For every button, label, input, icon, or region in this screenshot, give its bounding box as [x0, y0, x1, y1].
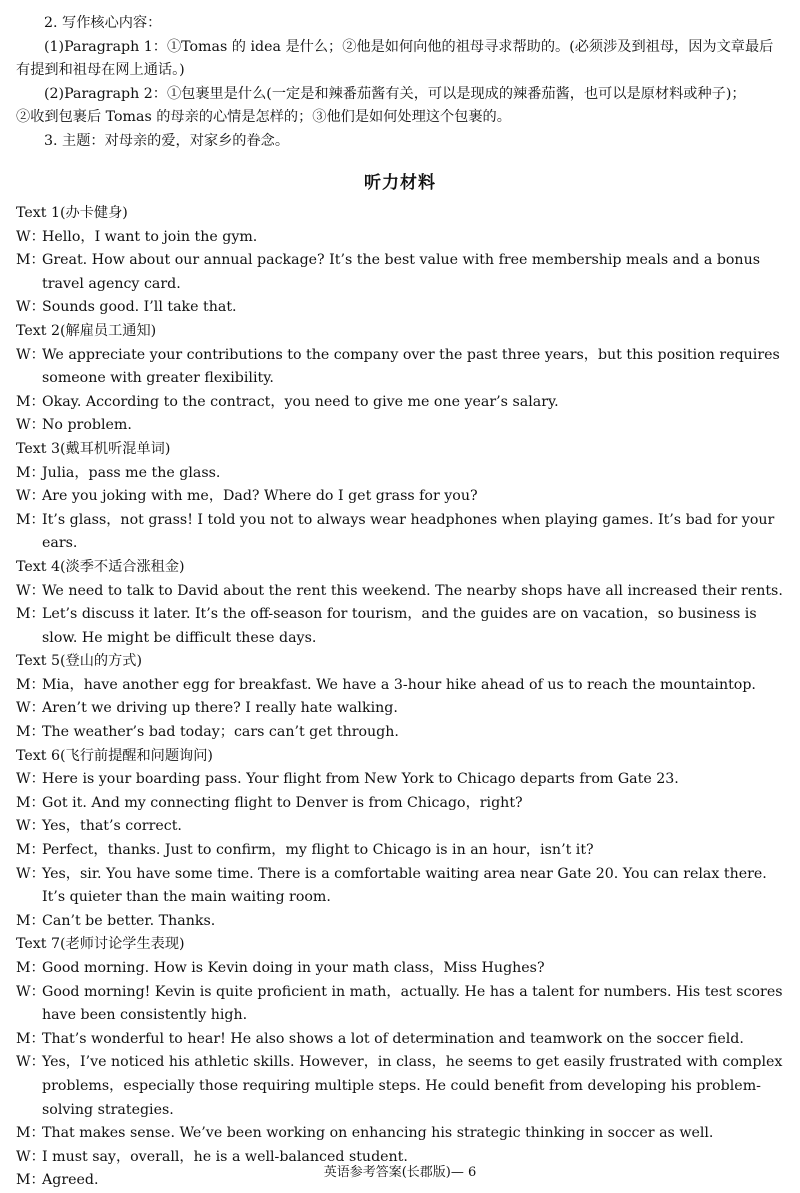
speaker-label: M： — [16, 1125, 45, 1142]
dialogue-line — [16, 509, 788, 556]
speaker-label: W： — [16, 983, 45, 1000]
utterance-text: I must say，overall，he is a well-balanced student. — [42, 1148, 408, 1165]
speaker-label: M： — [16, 464, 45, 481]
speaker-label: M： — [16, 1030, 45, 1047]
utterance-text: Perfect，thanks. Just to confirm，my flight to Chicago is in an hour，isn’t it? — [42, 842, 594, 859]
speaker-label: W： — [16, 1148, 45, 1165]
dialogue-line — [16, 721, 788, 745]
speaker-label: M： — [16, 511, 45, 528]
dialogue-line — [16, 674, 788, 698]
guidance-line: 2. 写作核心内容： — [44, 15, 162, 31]
listening-transcripts — [16, 202, 788, 1193]
speaker-label: W： — [16, 1054, 45, 1071]
utterance-text: Hello，I want to join the gym. — [42, 228, 258, 245]
speaker-label: M： — [16, 842, 45, 859]
speaker-label: W： — [16, 700, 45, 717]
guidance-line: 有提到和祖母在网上通话。) — [16, 62, 185, 79]
dialogue-line — [16, 226, 788, 250]
speaker-label: W： — [16, 417, 45, 434]
text-heading: Text 2(解雇员工通知) — [16, 322, 157, 339]
dialogue-line — [16, 815, 788, 839]
utterance-text: Here is your boarding pass. Your flight from New York to Chicago departs from Gate 23. — [42, 771, 679, 788]
dialogue-line — [16, 981, 788, 1028]
dialogue-line — [16, 485, 788, 509]
utterance-text: Sounds good. I’ll take that. — [42, 299, 237, 316]
utterance-text: Good morning! Kevin is quite proficient in math，actually. He has a talent for numbers. His test scores have been consistently high. — [42, 983, 783, 1024]
dialogue-line — [16, 768, 788, 792]
text-heading: Text 7(老师讨论学生表现) — [16, 936, 185, 953]
speaker-label: M： — [16, 724, 45, 741]
utterance-text: Can’t be better. Thanks. — [42, 912, 216, 929]
speaker-label: M： — [16, 794, 45, 811]
utterance-text: Got it. And my connecting flight to Denver is from Chicago，right? — [42, 794, 523, 811]
dialogue-line — [16, 1122, 788, 1146]
speaker-label: W： — [16, 771, 45, 788]
speaker-label: W： — [16, 299, 45, 316]
utterance-text: We need to talk to David about the rent this weekend. The nearby shops have all increased their rents. — [42, 582, 783, 599]
utterance-text: That’s wonderful to hear! He also shows a lot of determination and teamwork on the soccer field. — [42, 1030, 744, 1047]
speaker-label: M： — [16, 912, 45, 929]
utterance-text: Yes，sir. You have some time. There is a comfortable waiting area near Gate 20. You can relax there. It’s quieter than the main waiting room. — [42, 865, 767, 906]
page-footer: 英语参考答案(长郡版)— 6 — [323, 1165, 477, 1180]
dialogue-line — [16, 603, 788, 650]
text-heading: Text 3(戴耳机听混单词) — [16, 440, 171, 457]
dialogue-line — [16, 839, 788, 863]
speaker-label: M： — [16, 960, 45, 976]
guidance-line: ②收到包裹后 Tomas 的母亲的心情是怎样的；③他们是如何处理这个包裹的。 — [16, 109, 511, 126]
dialogue-line — [16, 391, 788, 415]
utterance-text: Julia，pass me the glass. — [42, 464, 221, 481]
dialogue-line — [16, 249, 788, 296]
speaker-label: W： — [16, 228, 45, 245]
speaker-label: W： — [16, 346, 45, 363]
dialogue-line — [16, 344, 788, 391]
guidance-line: (2)Paragraph 2：①包裹里是什么(一定是和辣番茄酱有关，可以是现成的辣番茄酱，也可以是原材料或种子)； — [44, 85, 746, 102]
guidance-line: 3. 主题：对母亲的爱，对家乡的眷念。 — [44, 132, 290, 149]
text-heading: Text 4(淡季不适合涨租金) — [16, 558, 185, 575]
dialogue-line — [16, 1051, 788, 1122]
utterance-text: Are you joking with me，Dad? Where do I get grass for you? — [42, 488, 478, 505]
utterance-text: Let’s discuss it later. It’s the off-season for tourism，and the guides are on vacation，so business is slow. He might be difficult these days. — [42, 606, 757, 646]
speaker-label: W： — [16, 818, 45, 835]
utterance-text: Yes，I’ve noticed his athletic skills. However，in class，he seems to get easily frustrated with complex problems，especially those requiring multiple steps. He could benefit from developing his problem-solving strategies. — [42, 1054, 783, 1118]
utterance-text: No problem. — [42, 417, 132, 434]
utterance-text: Aren’t we driving up there? I really hate walking. — [42, 700, 398, 717]
dialogue-line — [16, 697, 788, 721]
dialogue-line — [16, 863, 788, 910]
text-heading: Text 1(办卡健身) — [16, 205, 128, 221]
speaker-label: M： — [16, 393, 45, 410]
speaker-label: M： — [16, 676, 45, 693]
utterance-text: The weather’s bad today；cars can’t get through. — [42, 724, 399, 741]
speaker-label: W： — [16, 488, 45, 505]
dialogue-line — [16, 1028, 788, 1052]
writing-guidance — [0, 12, 800, 154]
section-title: 听力材料 — [364, 173, 436, 193]
guidance-line: (1)Paragraph 1：①Tomas 的 idea 是什么；②他是如何向他的祖母寻求帮助的。(必须涉及到祖母，因为文章最后 — [44, 38, 774, 55]
utterance-text: We appreciate your contributions to the company over the past three years，but this position requires someone with greater flexibility. — [42, 346, 780, 387]
speaker-label: M： — [16, 1172, 45, 1189]
dialogue-line — [16, 792, 788, 816]
speaker-label: W： — [16, 865, 45, 882]
dialogue-line — [16, 580, 788, 604]
dialogue-line — [16, 910, 788, 934]
dialogue-line — [16, 296, 788, 320]
speaker-label: W： — [16, 582, 45, 599]
utterance-text: Mia，have another egg for breakfast. We have a 3-hour hike ahead of us to reach the mountaintop. — [42, 676, 756, 693]
utterance-text: It’s glass，not grass! I told you not to always wear headphones when playing games. It’s bad for your ears. — [42, 511, 775, 552]
utterance-text: That makes sense. We’ve been working on enhancing his strategic thinking in soccer as well. — [42, 1125, 714, 1142]
dialogue-line — [16, 462, 788, 486]
speaker-label: M： — [16, 606, 45, 623]
utterance-text: Great. How about our annual package? It’s the best value with free membership meals and a bonus travel agency card. — [42, 252, 760, 292]
speaker-label: M： — [16, 252, 45, 269]
utterance-text: Yes，that’s correct. — [42, 818, 182, 835]
utterance-text: Okay. According to the contract，you need to give me one year’s salary. — [42, 393, 559, 410]
text-heading: Text 5(登山的方式) — [16, 653, 143, 670]
utterance-text: Good morning. How is Kevin doing in your math class，Miss Hughes? — [42, 960, 545, 976]
dialogue-line — [16, 957, 788, 981]
dialogue-line — [16, 414, 788, 438]
utterance-text: Agreed. — [42, 1172, 99, 1189]
text-heading: Text 6(飞行前提醒和问题询问) — [16, 747, 213, 764]
